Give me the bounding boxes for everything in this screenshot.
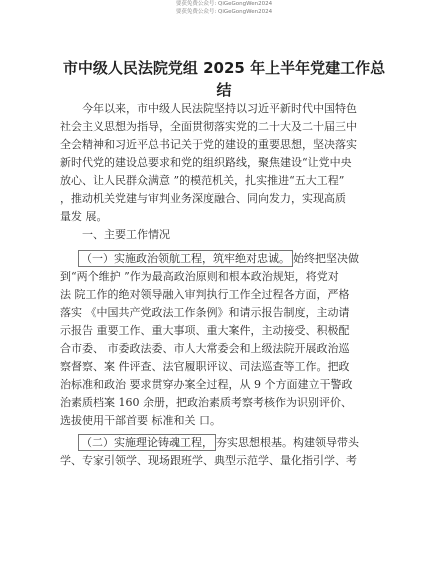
intro-line: 新时代党的建设总要求和党的组织路线，聚焦建设“让党中央 [60, 156, 352, 169]
paragraph-line: 落实 《中国共产党政法工作条例》和请示报告制度，主动请 [60, 306, 350, 319]
watermark-line: 要获免费公众号: QiGeGongWen2024 [175, 1, 273, 7]
paragraph-line: 察督察、案 件评查、法官履职评议、司法巡查等工作。把政 [60, 360, 350, 373]
paragraph-line: 合市委、 市委政法委、市人大常委会和上级法院开展政治巡 [60, 342, 350, 355]
intro-line: 全会精神和习近平总书记关于党的建设的重要思想，坚决落实 [60, 138, 357, 151]
subsection-1-first-text: 始终把坚决做 [293, 252, 359, 265]
subsection-2-heading-box: （二）实施理论铸魂工程， [78, 434, 216, 451]
paragraph-line: 学、专家引领学、现场跟班学、典型示范学、量化指引学、考 [60, 454, 357, 467]
intro-line: 今年以来，市中级人民法院坚持以习近平新时代中国特色 [82, 102, 357, 115]
watermark [0, 0, 448, 16]
section-heading: 一、主要工作情况 [82, 228, 170, 241]
document-body [60, 100, 386, 470]
paragraph-line: 治标准和政治 要求贯穿办案全过程，从 9 个方面建立干警政 [60, 378, 353, 391]
title-line-2: 结 [216, 81, 232, 99]
paragraph-line: 示报告 重要工作、重大事项、重大案件，主动接受、积极配 [60, 324, 350, 337]
document-title [56, 57, 392, 101]
subsection-2-first-text: 夯实思想根基。构建领导带头 [216, 436, 359, 449]
subsection-1-heading-box: （一）实施政治领航工程，筑牢绝对忠诚。 [78, 250, 293, 267]
title-line-1: 市中级人民法院党组 2025 年上半年党建工作总 [62, 59, 386, 77]
intro-line: 社会主义思想为指导，全面贯彻落实党的二十大及二十届三中 [60, 120, 357, 133]
paragraph-line: 选拔使用干部首要 标准和关 口。 [60, 414, 221, 427]
intro-line: 放心、让人民群众满意 ”的模范机关，扎实推进“五大工程” [60, 174, 345, 187]
intro-line: ，推动机关党建与审判业务深度融合、同向发力，实现高质 [60, 192, 346, 205]
subsection-1-first-line [60, 250, 386, 268]
paragraph-line: 到“两个维护 ”作为最高政治原则和根本政治规矩，将党对 [60, 270, 339, 283]
subsection-2-first-line [60, 434, 386, 452]
paragraph-line: 治素质档案 160 余册，把政治素质考察考核作为识别评价、 [60, 396, 352, 409]
watermark-line: 要获免费公众号: QiGeGongWen2024 [175, 9, 273, 15]
intro-line: 量发 展。 [60, 210, 108, 223]
paragraph-line: 法 院工作的绝对领导融入审判执行工作全过程各方面，严格 [60, 288, 350, 301]
